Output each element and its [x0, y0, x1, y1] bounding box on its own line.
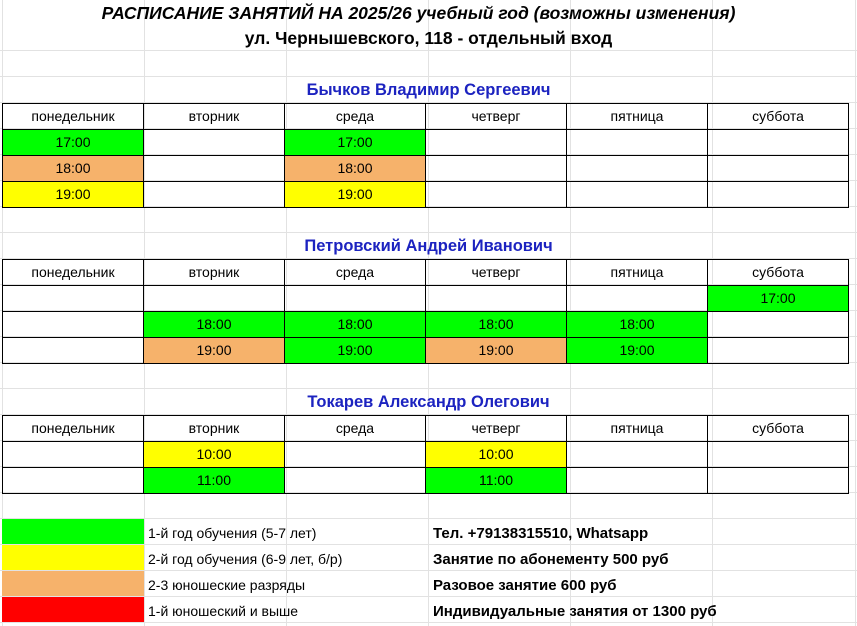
info-subscription-price: Занятие по абонементу 500 руб	[433, 551, 669, 568]
empty-cell	[567, 182, 708, 208]
class-time-cell: 18:00	[144, 312, 285, 338]
schedule-row	[3, 286, 849, 312]
day-header: суббота	[708, 104, 849, 130]
class-time-cell: 18:00	[567, 312, 708, 338]
teacher-name-1: Бычков Владимир Сергеевич	[306, 81, 551, 99]
day-header: среда	[285, 260, 426, 286]
legend-swatch-green	[2, 519, 144, 544]
empty-cell	[708, 156, 849, 182]
empty-cell	[567, 130, 708, 156]
schedule-row	[3, 312, 849, 338]
class-time-cell: 19:00	[144, 338, 285, 364]
empty-cell	[567, 468, 708, 494]
day-header-row	[3, 416, 849, 442]
empty-cell	[708, 338, 849, 364]
class-time-cell: 10:00	[426, 442, 567, 468]
empty-cell	[426, 182, 567, 208]
empty-cell	[144, 130, 285, 156]
empty-cell	[426, 156, 567, 182]
class-time-cell: 18:00	[426, 312, 567, 338]
day-header: пятница	[567, 104, 708, 130]
empty-cell	[285, 286, 426, 312]
legend-swatch-red	[2, 597, 144, 622]
empty-cell	[285, 468, 426, 494]
grid-hline	[0, 50, 857, 51]
day-header: четверг	[426, 104, 567, 130]
class-time-cell: 19:00	[285, 338, 426, 364]
empty-cell	[708, 442, 849, 468]
day-header: суббота	[708, 416, 849, 442]
class-time-cell: 18:00	[285, 156, 426, 182]
empty-cell	[426, 286, 567, 312]
class-time-cell: 17:00	[285, 130, 426, 156]
grid-hline	[0, 388, 857, 389]
empty-cell	[3, 286, 144, 312]
legend-label-4: 1-й юношеский и выше	[148, 603, 299, 619]
teacher-name-3: Токарев Александр Олегович	[307, 393, 550, 411]
empty-cell	[144, 182, 285, 208]
info-single-price: Разовое занятие 600 руб	[433, 577, 617, 594]
class-time-cell: 11:00	[144, 468, 285, 494]
class-time-cell: 18:00	[285, 312, 426, 338]
class-time-cell: 11:00	[426, 468, 567, 494]
schedule-row	[3, 156, 849, 182]
class-time-cell: 19:00	[567, 338, 708, 364]
legend-label-2: 2-й год обучения (6-9 лет, б/р)	[148, 551, 343, 567]
day-header: четверг	[426, 260, 567, 286]
day-header: вторник	[144, 260, 285, 286]
legend-label-3: 2-3 юношеские разряды	[148, 577, 306, 593]
page-title: РАСПИСАНИЕ ЗАНЯТИЙ НА 2025/26 учебный год (возможны изменения)	[101, 3, 736, 23]
grid-hline	[0, 76, 857, 77]
class-time-cell: 18:00	[3, 156, 144, 182]
day-header: вторник	[144, 104, 285, 130]
day-header: суббота	[708, 260, 849, 286]
legend-label-1: 1-й год обучения (5-7 лет)	[148, 525, 317, 541]
class-time-cell: 19:00	[285, 182, 426, 208]
empty-cell	[144, 286, 285, 312]
day-header: пятница	[567, 260, 708, 286]
empty-cell	[3, 468, 144, 494]
day-header: четверг	[426, 416, 567, 442]
grid-hline	[0, 232, 857, 233]
day-header: пятница	[567, 416, 708, 442]
empty-cell	[708, 312, 849, 338]
day-header: понедельник	[3, 104, 144, 130]
schedule-row	[3, 468, 849, 494]
class-time-cell: 19:00	[3, 182, 144, 208]
teacher-name-2: Петровский Андрей Иванович	[304, 237, 553, 255]
empty-cell	[708, 468, 849, 494]
class-time-cell: 17:00	[708, 286, 849, 312]
info-phone: Тел. +79138315510, Whatsapp	[433, 525, 649, 542]
info-individual-price: Индивидуальные занятия от 1300 руб	[433, 603, 717, 620]
day-header: понедельник	[3, 260, 144, 286]
schedule-row	[3, 182, 849, 208]
class-time-cell: 17:00	[3, 130, 144, 156]
day-header: вторник	[144, 416, 285, 442]
day-header: среда	[285, 104, 426, 130]
schedule-row	[3, 338, 849, 364]
schedule-table-3	[2, 415, 849, 494]
schedule-row	[3, 442, 849, 468]
empty-cell	[3, 312, 144, 338]
grid-hline	[0, 622, 857, 623]
day-header: среда	[285, 416, 426, 442]
empty-cell	[708, 130, 849, 156]
legend-swatch-orange	[2, 571, 144, 596]
class-time-cell: 19:00	[426, 338, 567, 364]
legend-swatch-yellow	[2, 545, 144, 570]
empty-cell	[3, 338, 144, 364]
empty-cell	[3, 442, 144, 468]
empty-cell	[567, 286, 708, 312]
address-subtitle: ул. Чернышевского, 118 - отдельный вход	[244, 28, 613, 48]
schedule-table-1	[2, 103, 849, 208]
empty-cell	[426, 130, 567, 156]
empty-cell	[567, 156, 708, 182]
empty-cell	[144, 156, 285, 182]
day-header-row	[3, 104, 849, 130]
empty-cell	[285, 442, 426, 468]
day-header-row	[3, 260, 849, 286]
class-time-cell: 10:00	[144, 442, 285, 468]
empty-cell	[708, 182, 849, 208]
schedule-table-2	[2, 259, 849, 364]
schedule-row	[3, 130, 849, 156]
empty-cell	[567, 442, 708, 468]
day-header: понедельник	[3, 416, 144, 442]
